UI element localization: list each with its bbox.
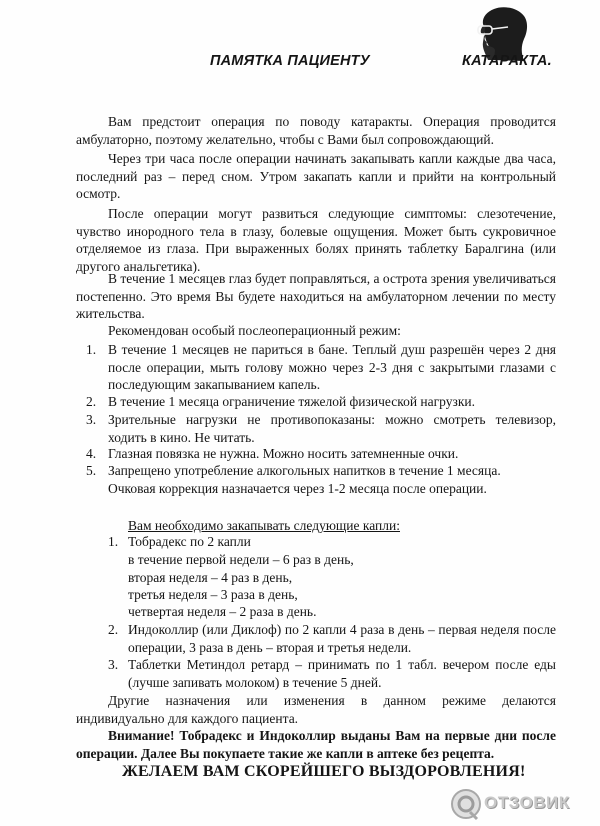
regime-item: 2. В течение 1 месяца ограничение тяжелой физической нагрузки. — [86, 394, 475, 409]
dosage-line: четвертая неделя – 2 раза в день. — [128, 604, 317, 619]
other-instructions: Другие назначения или изменения в данном режиме делаются индивидуально для каждого пациента. — [76, 693, 556, 726]
regime-item: 1. В течение 1 месяцев не париться в бане. Теплый душ разрешён через 2 дня после операции, мыть голову можно через 2-3 дня с закрытыми глазами с последующим закапыванием капель. — [86, 342, 556, 392]
intro-paragraph: Вам предстоит операция по поводу катаракты. Операция проводится амбулаторно, поэтому желательно, чтобы с Вами был сопровождающий. — [76, 114, 556, 147]
closing-wish: ЖЕЛАЕМ ВАМ СКОРЕЙШЕГО ВЫЗДОРОВЛЕНИЯ! — [122, 763, 526, 780]
drops-item: 2. Индоколлир (или Диклоф) по 2 капли 4 раза в день – первая неделя после операции, 3 раза в день – вторая и третья недели. — [108, 622, 556, 655]
dosage-line: в течение первой недели – 6 раз в день, — [128, 552, 354, 567]
regime-heading: Рекомендован особый послеоперационный режим: — [108, 323, 401, 338]
symptoms-paragraph: После операции могут развиться следующие симптомы: слезотечение, чувство инородного тела в глазу, болевые ощущения. Может быть сукровичное отделяемое из глаза. При выраженных болях принять таблетку Баралгина (или другого анальгетика). — [76, 206, 556, 274]
drops-item: 3. Таблетки Метиндол ретард – принимать по 1 табл. вечером после еды (лучше запивать молоком) в течение 5 дней. — [108, 657, 556, 690]
regime-item: 4. Глазная повязка не нужна. Можно носить затемненные очки. — [86, 446, 459, 461]
diagnosis-title: КАТАРАКТА. — [462, 53, 552, 69]
drops-heading: Вам необходимо закапывать следующие капли: — [128, 518, 400, 533]
drops-item-number: 1. — [108, 534, 119, 549]
intro-paragraph: Через три часа после операции начинать закапывать капли каждые два часа, последний раз – перед сном. Утром закапать капли и прийти на контрольный осмотр. — [76, 151, 556, 201]
dosage-line: вторая неделя – 4 раз в день, — [128, 570, 293, 585]
memo-title: ПАМЯТКА ПАЦИЕНТУ — [210, 53, 370, 69]
dosage-line: третья неделя – 3 раза в день, — [128, 587, 298, 602]
regime-item: 5. Запрещено употребление алкогольных напитков в течение 1 месяца. — [86, 463, 501, 478]
correction-note: Очковая коррекция назначается через 1-2 месяца после операции. — [108, 481, 487, 496]
regime-item: 3. Зрительные нагрузки не противопоказаны: можно смотреть телевизор, ходить в кино. Не читать. — [86, 412, 556, 445]
attention-note: Внимание! Тобрадекс и Индоколлир выданы Вам на первые дни после операции. Далее Вы покупаете такие же капли в аптеке без рецепта. — [76, 728, 556, 761]
watermark-text: ОТЗОВИК — [484, 793, 570, 812]
recovery-paragraph: В течение 1 месяцев глаз будет поправляться, а острота зрения увеличиваться постепенно. Это время Вы будете находиться на амбулаторном лечении по месту жительства. — [76, 271, 556, 321]
drops-item-name: Тобрадекс по 2 капли — [128, 534, 251, 549]
